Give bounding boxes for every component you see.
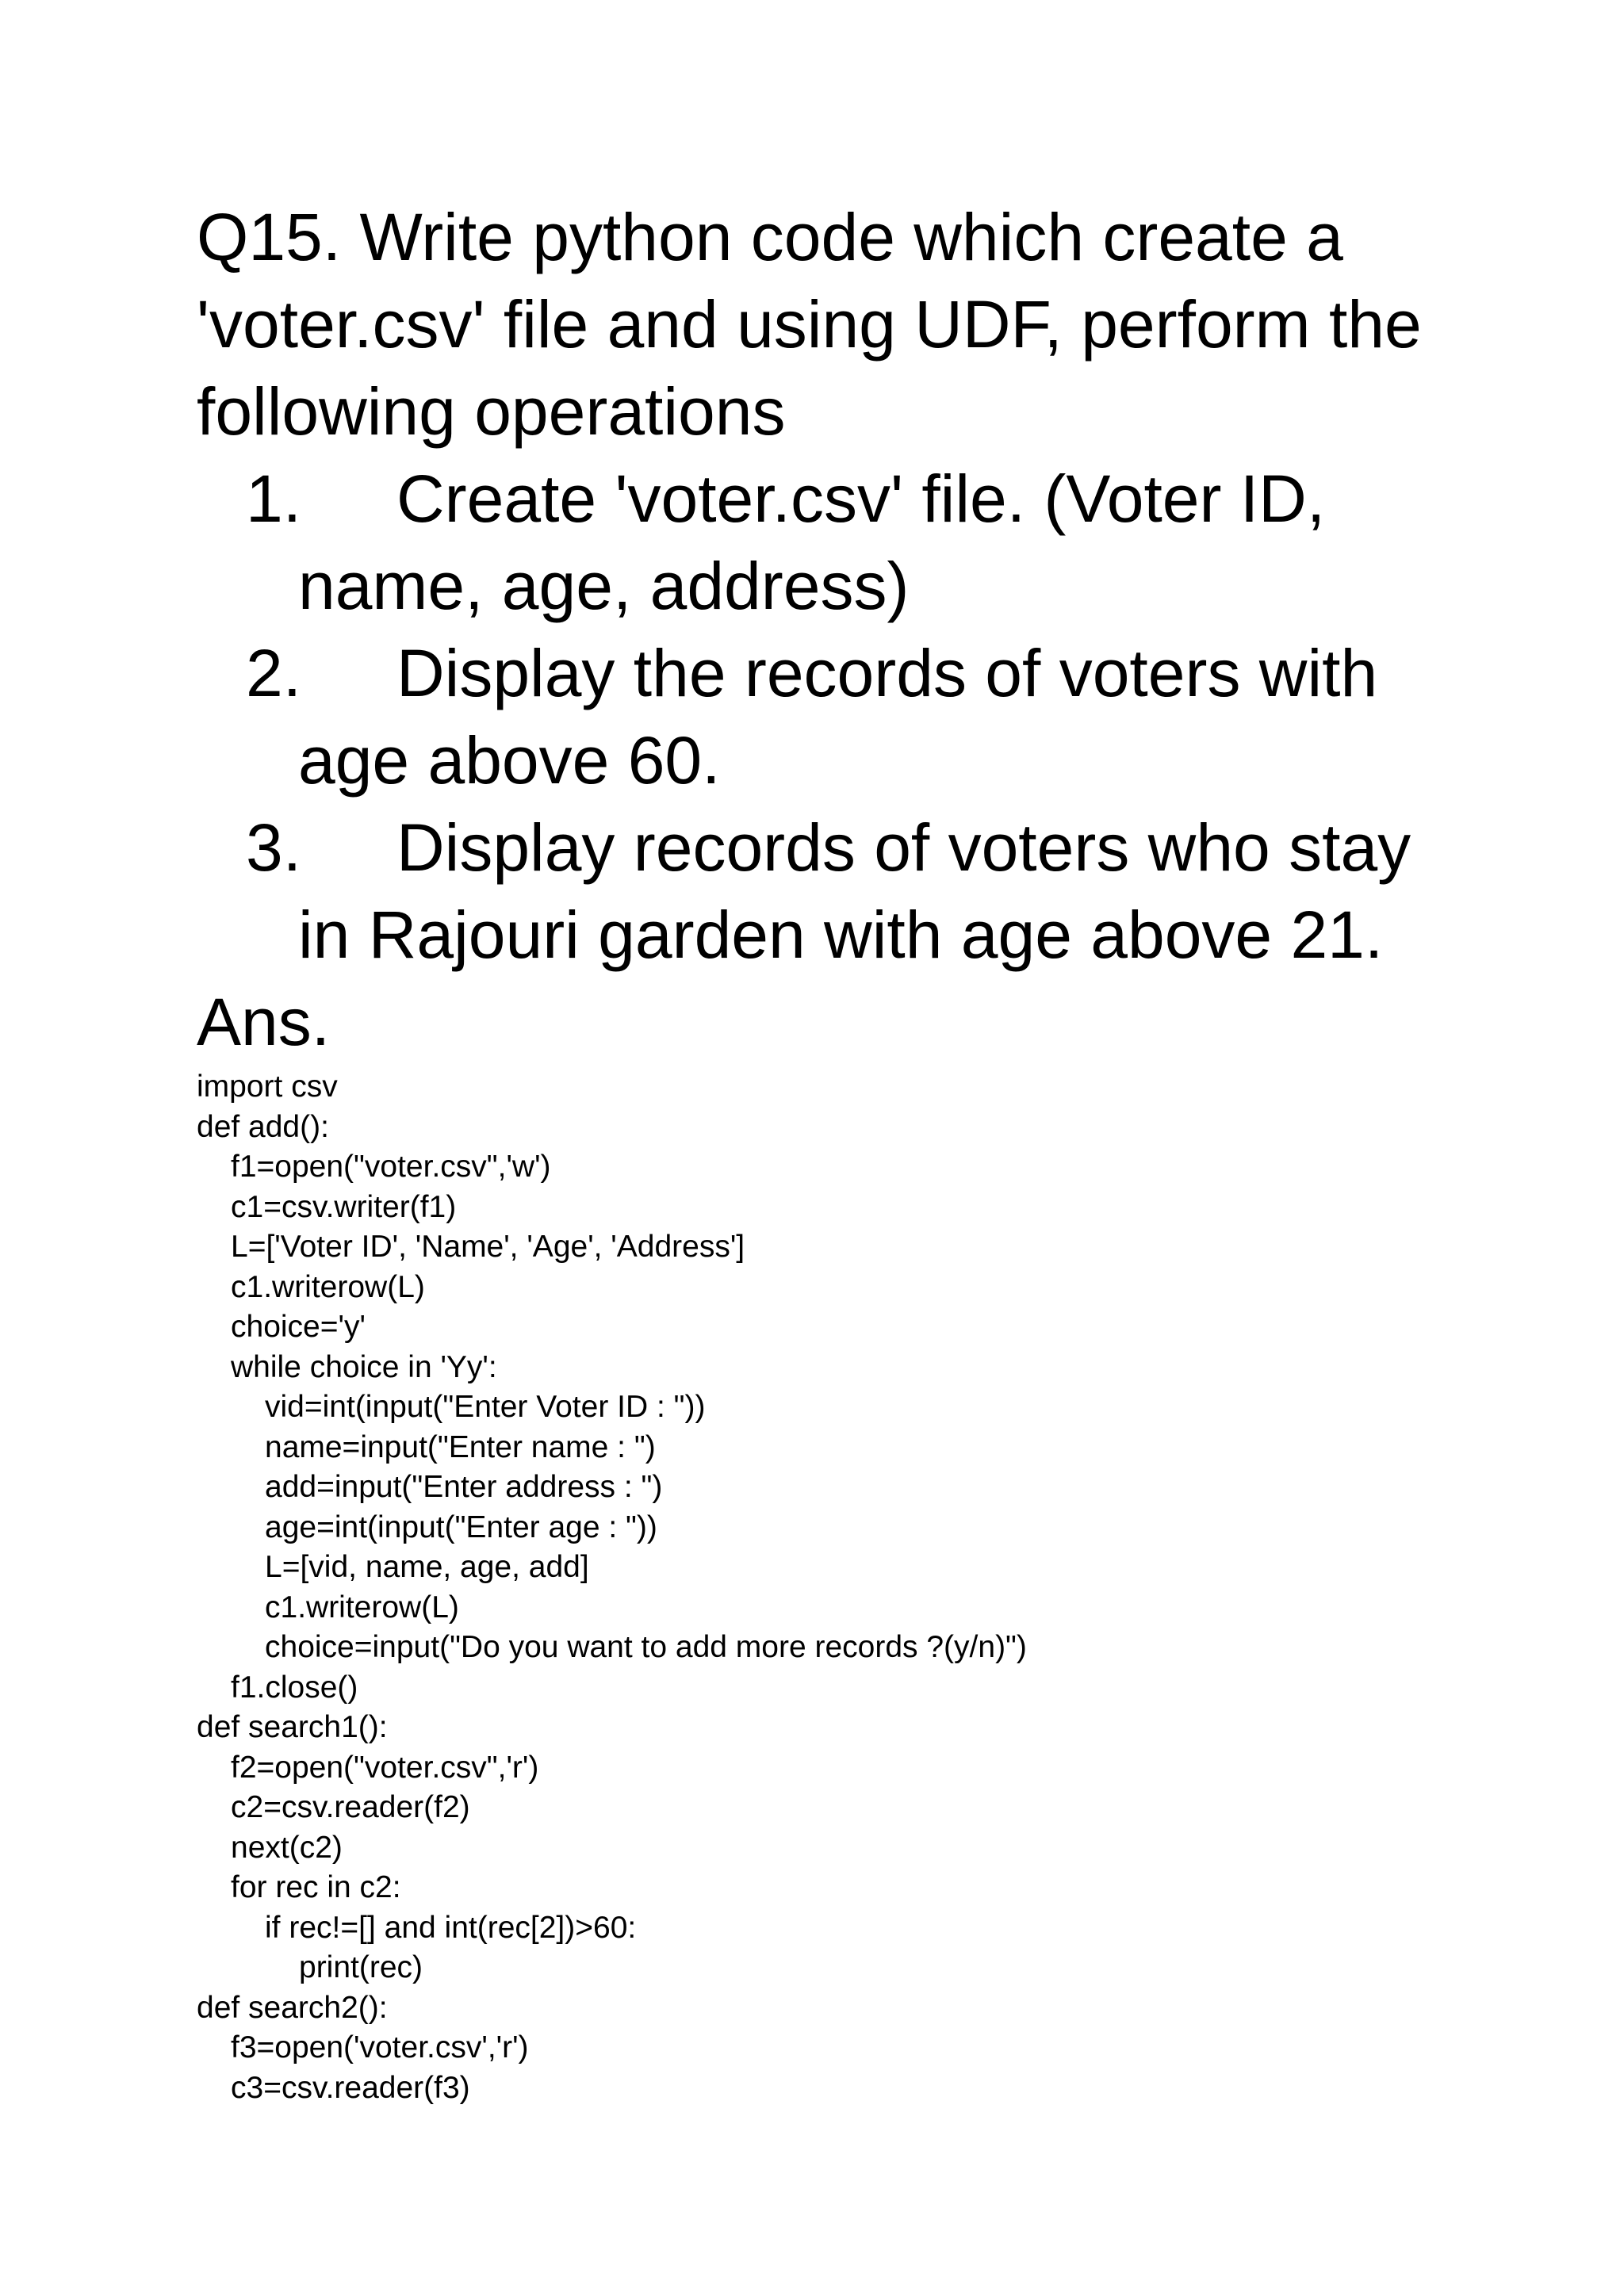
code-line: for rec in c2: [231, 1870, 401, 1904]
question-line: Q15. Write python code which create a [197, 200, 1343, 274]
code-line: print(rec) [299, 1950, 423, 1984]
code-line: while choice in 'Yy': [231, 1349, 497, 1384]
operations-list [197, 455, 1465, 978]
answer-label: Ans. [197, 985, 331, 1059]
operation-item [197, 455, 1465, 629]
code-line: f3=open('voter.csv','r') [231, 2030, 529, 2064]
operation-item [197, 629, 1465, 804]
code-line: def search2(): [197, 1990, 388, 2025]
code-line: add=input("Enter address : ") [265, 1470, 663, 1504]
code-line: c1.writerow(L) [231, 1269, 425, 1304]
operation-text: age above 60. [298, 723, 721, 798]
code-block [197, 1067, 1545, 2108]
question-line: 'voter.csv' file and using UDF, perform the [197, 287, 1422, 362]
code-line: c2=csv.reader(f2) [231, 1790, 470, 1824]
question-line: following operations [197, 374, 786, 449]
operation-number: 3. [246, 810, 302, 885]
code-line: f1=open("voter.csv",'w') [231, 1150, 551, 1184]
question-heading [197, 193, 1465, 455]
operation-text: Create 'voter.csv' file. (Voter ID, [396, 461, 1326, 536]
code-line: if rec!=[] and int(rec[2])>60: [265, 1910, 637, 1945]
operation-text: name, age, address) [298, 549, 910, 623]
code-line: def add(): [197, 1109, 329, 1144]
code-line: L=['Voter ID', 'Name', 'Age', 'Address'] [231, 1230, 745, 1264]
code-line: next(c2) [231, 1830, 343, 1865]
code-line: c1=csv.writer(f1) [231, 1189, 457, 1224]
code-line: f1.close() [231, 1670, 358, 1705]
code-line: f2=open("voter.csv",'r') [231, 1750, 539, 1785]
operation-text: Display records of voters who stay [396, 810, 1411, 885]
operation-text: Display the records of voters with [396, 636, 1378, 710]
code-line: c3=csv.reader(f3) [231, 2070, 470, 2105]
operation-text: in Rajouri garden with age above 21. [298, 897, 1384, 972]
code-line: def search1(): [197, 1710, 388, 1744]
operation-number: 2. [246, 636, 302, 710]
code-line: c1.writerow(L) [265, 1590, 459, 1624]
code-line: age=int(input("Enter age : ")) [265, 1510, 657, 1544]
operation-item [197, 804, 1465, 978]
code-line: choice='y' [231, 1310, 366, 1344]
code-line: name=input("Enter name : ") [265, 1429, 656, 1464]
code-line: choice=input("Do you want to add more records ?(y/n)") [265, 1630, 1027, 1664]
code-line: L=[vid, name, age, add] [265, 1550, 589, 1584]
code-line: import csv [197, 1070, 338, 1104]
code-line: vid=int(input("Enter Voter ID : ")) [265, 1390, 706, 1424]
operation-number: 1. [246, 461, 302, 536]
